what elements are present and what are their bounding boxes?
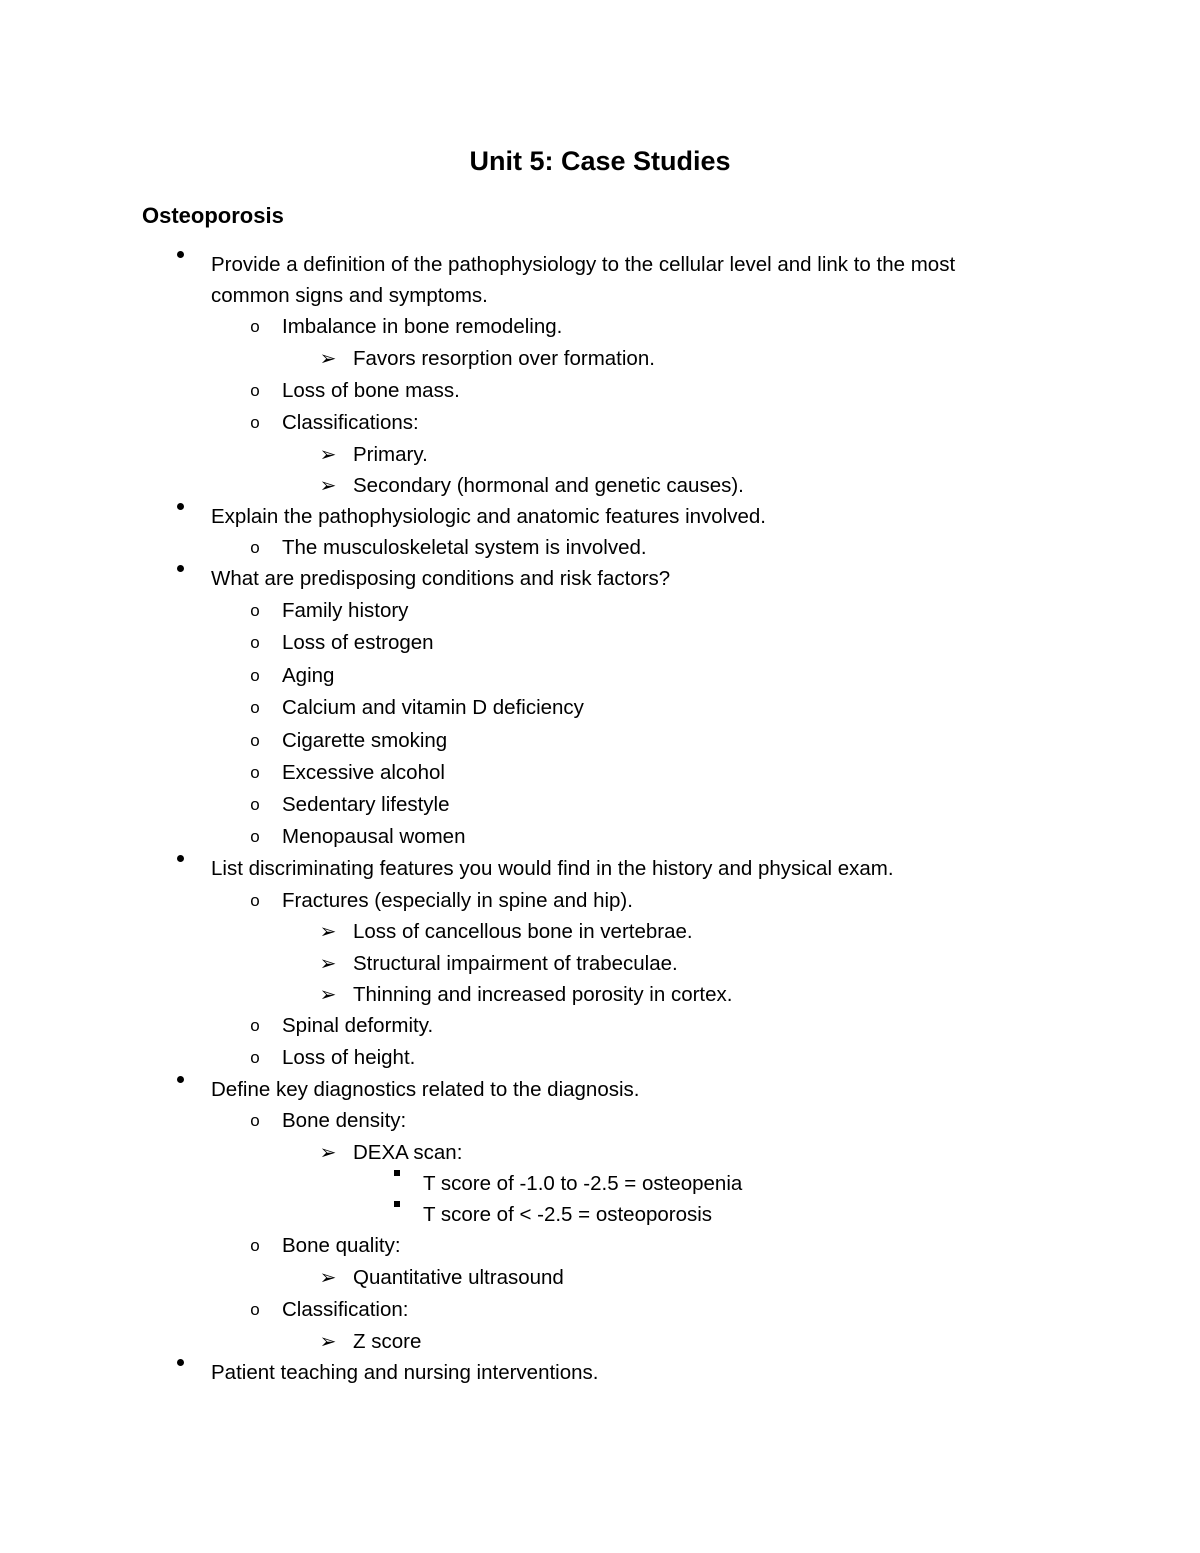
arrow-bullet-icon: ➢ [319,475,337,497]
question-3: What are predisposing conditions and risk factors? [211,567,671,590]
arrow-bullet-icon: ➢ [319,348,337,370]
circle-bullet-icon: o [250,601,260,620]
bullet-icon [168,855,192,862]
bullet-icon [168,251,192,258]
list-item: Cigarette smoking [282,729,448,752]
list-item: Family history [282,599,409,622]
question-1-line-1: Provide a definition of the pathophysiology to the cellular level and link to the most [211,253,956,276]
arrow-bullet-icon: ➢ [319,984,337,1006]
list-item: T score of < -2.5 = osteoporosis [423,1203,713,1226]
square-bullet-icon [382,1201,412,1207]
question-2: Explain the pathophysiologic and anatomic features involved. [211,505,766,528]
circle-bullet-icon: o [250,538,260,557]
list-item: DEXA scan: [353,1141,463,1164]
list-item: T score of -1.0 to -2.5 = osteopenia [423,1172,743,1195]
list-item: Structural impairment of trabeculae. [353,952,678,975]
list-item: Calcium and vitamin D deficiency [282,696,584,719]
section-heading: Osteoporosis [142,203,284,228]
circle-bullet-icon: o [250,633,260,652]
circle-bullet-icon: o [250,795,260,814]
question-1-line-2: common signs and symptoms. [211,284,488,307]
list-item: Menopausal women [282,825,466,848]
circle-bullet-icon: o [250,1111,260,1130]
list-item: Imbalance in bone remodeling. [282,315,563,338]
circle-bullet-icon: o [250,1300,260,1319]
circle-bullet-icon: o [250,381,260,400]
list-item: Bone density: [282,1109,407,1132]
list-item: Excessive alcohol [282,761,445,784]
question-6: Patient teaching and nursing interventions. [211,1361,599,1384]
list-item: Z score [353,1330,422,1353]
list-item: The musculoskeletal system is involved. [282,536,647,559]
circle-bullet-icon: o [250,666,260,685]
circle-bullet-icon: o [250,763,260,782]
list-item: Primary. [353,443,428,466]
list-item: Fractures (especially in spine and hip). [282,889,633,912]
list-item: Thinning and increased porosity in cortex. [353,983,733,1006]
list-item: Classifications: [282,411,419,434]
list-item: Spinal deformity. [282,1014,434,1037]
question-4: List discriminating features you would find in the history and physical exam. [211,857,894,880]
list-item: Loss of estrogen [282,631,434,654]
arrow-bullet-icon: ➢ [319,1331,337,1353]
list-item: Loss of cancellous bone in vertebrae. [353,920,693,943]
list-item: Favors resorption over formation. [353,347,655,370]
square-bullet-icon [382,1170,412,1176]
bullet-icon [168,1359,192,1366]
circle-bullet-icon: o [250,827,260,846]
arrow-bullet-icon: ➢ [319,1142,337,1164]
list-item: Quantitative ultrasound [353,1266,564,1289]
circle-bullet-icon: o [250,698,260,717]
bullet-icon [168,1076,192,1083]
circle-bullet-icon: o [250,731,260,750]
list-item: Sedentary lifestyle [282,793,450,816]
circle-bullet-icon: o [250,1048,260,1067]
list-item: Bone quality: [282,1234,401,1257]
circle-bullet-icon: o [250,317,260,336]
question-5: Define key diagnostics related to the diagnosis. [211,1078,640,1101]
circle-bullet-icon: o [250,1236,260,1255]
list-item: Loss of height. [282,1046,416,1069]
arrow-bullet-icon: ➢ [319,921,337,943]
page-title: Unit 5: Case Studies [469,146,731,176]
bullet-icon [168,565,192,572]
circle-bullet-icon: o [250,1016,260,1035]
arrow-bullet-icon: ➢ [319,444,337,466]
list-item: Classification: [282,1298,409,1321]
list-item: Secondary (hormonal and genetic causes). [353,474,744,497]
circle-bullet-icon: o [250,891,260,910]
arrow-bullet-icon: ➢ [319,953,337,975]
circle-bullet-icon: o [250,413,260,432]
arrow-bullet-icon: ➢ [319,1267,337,1289]
list-item: Loss of bone mass. [282,379,460,402]
bullet-icon [168,503,192,510]
list-item: Aging [282,664,335,687]
